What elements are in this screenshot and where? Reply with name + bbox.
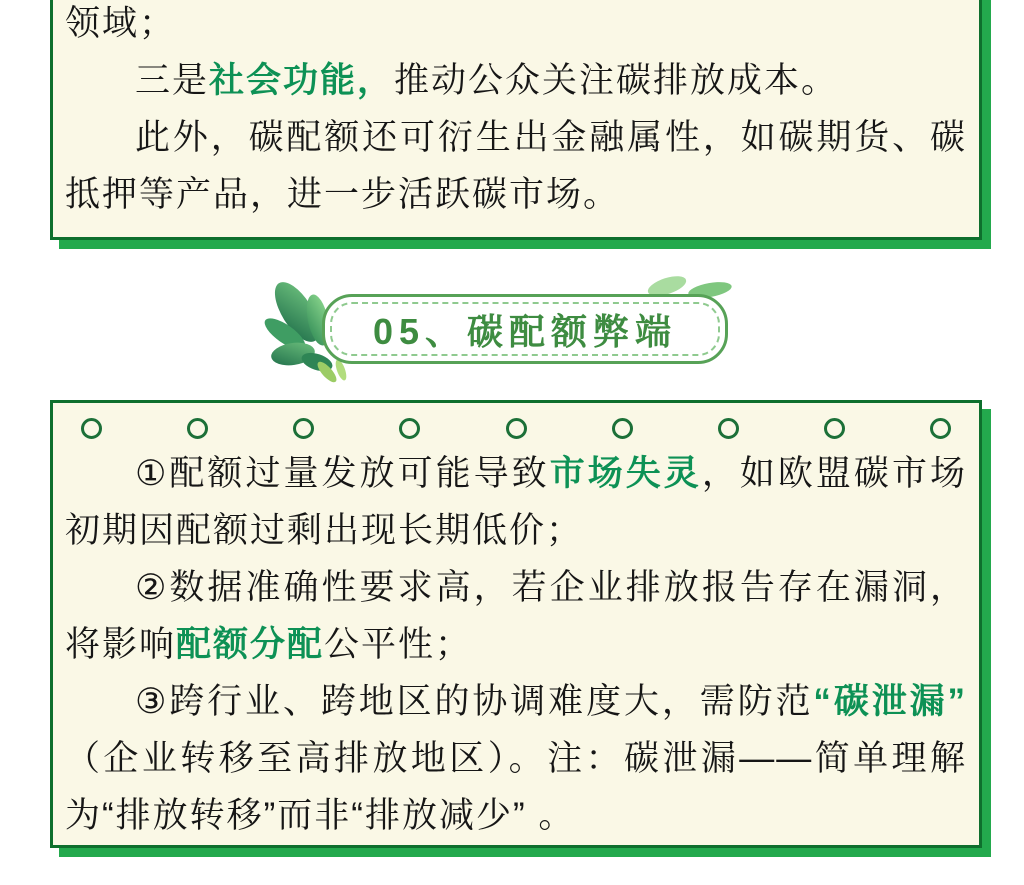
text-run: ，如欧盟碳市场初期因配额过剩出现长期低价； [65, 454, 967, 550]
hole-icon [506, 418, 527, 439]
hole-icon [293, 418, 314, 439]
paragraph [65, 673, 967, 844]
top-card-text [65, 0, 967, 223]
text-run: 推动公众关注碳排放成本。 [394, 61, 839, 100]
accent-text: “碳泄漏” [813, 682, 967, 721]
text-run: 领域； [65, 4, 177, 43]
hole-icon [824, 418, 845, 439]
paragraph [65, 0, 967, 52]
text-run: 此外，碳配额还可衍生出金融属性，如碳期货、碳抵押等产品，进一步活跃碳市场。 [65, 118, 967, 214]
section-badge [322, 294, 728, 364]
text-run: 三是 [135, 61, 210, 100]
section-badge-label: 05、碳配额弊端 [372, 310, 678, 352]
top-card [50, 0, 982, 240]
paragraph [65, 445, 967, 559]
hole-icon [81, 418, 102, 439]
text-run: ③跨行业、跨地区的协调难度大，需防范 [135, 682, 814, 721]
text-run: ②数据准确性要求高，若企业排放报告存在漏洞，将影响 [65, 568, 967, 664]
text-run: 公平性； [324, 625, 473, 664]
paragraph [65, 52, 967, 109]
accent-text: 市场失灵 [549, 454, 702, 493]
section-badge-area [0, 248, 1024, 400]
holes-row [65, 403, 967, 445]
hole-icon [187, 418, 208, 439]
accent-text: 社会功能， [209, 61, 395, 100]
paragraph [65, 559, 967, 673]
hole-icon [930, 418, 951, 439]
paragraph [65, 109, 967, 223]
accent-text: 配额分配 [176, 625, 325, 664]
text-run: ①配额过量发放可能导致 [135, 454, 550, 493]
bottom-card-text [65, 445, 967, 844]
text-run: （企业转移至高排放地区）。注：碳泄漏——简单理解为“排放转移”而非“排放减少” 。 [65, 739, 967, 835]
hole-icon [612, 418, 633, 439]
hole-icon [718, 418, 739, 439]
hole-icon [399, 418, 420, 439]
bottom-card [50, 400, 982, 848]
